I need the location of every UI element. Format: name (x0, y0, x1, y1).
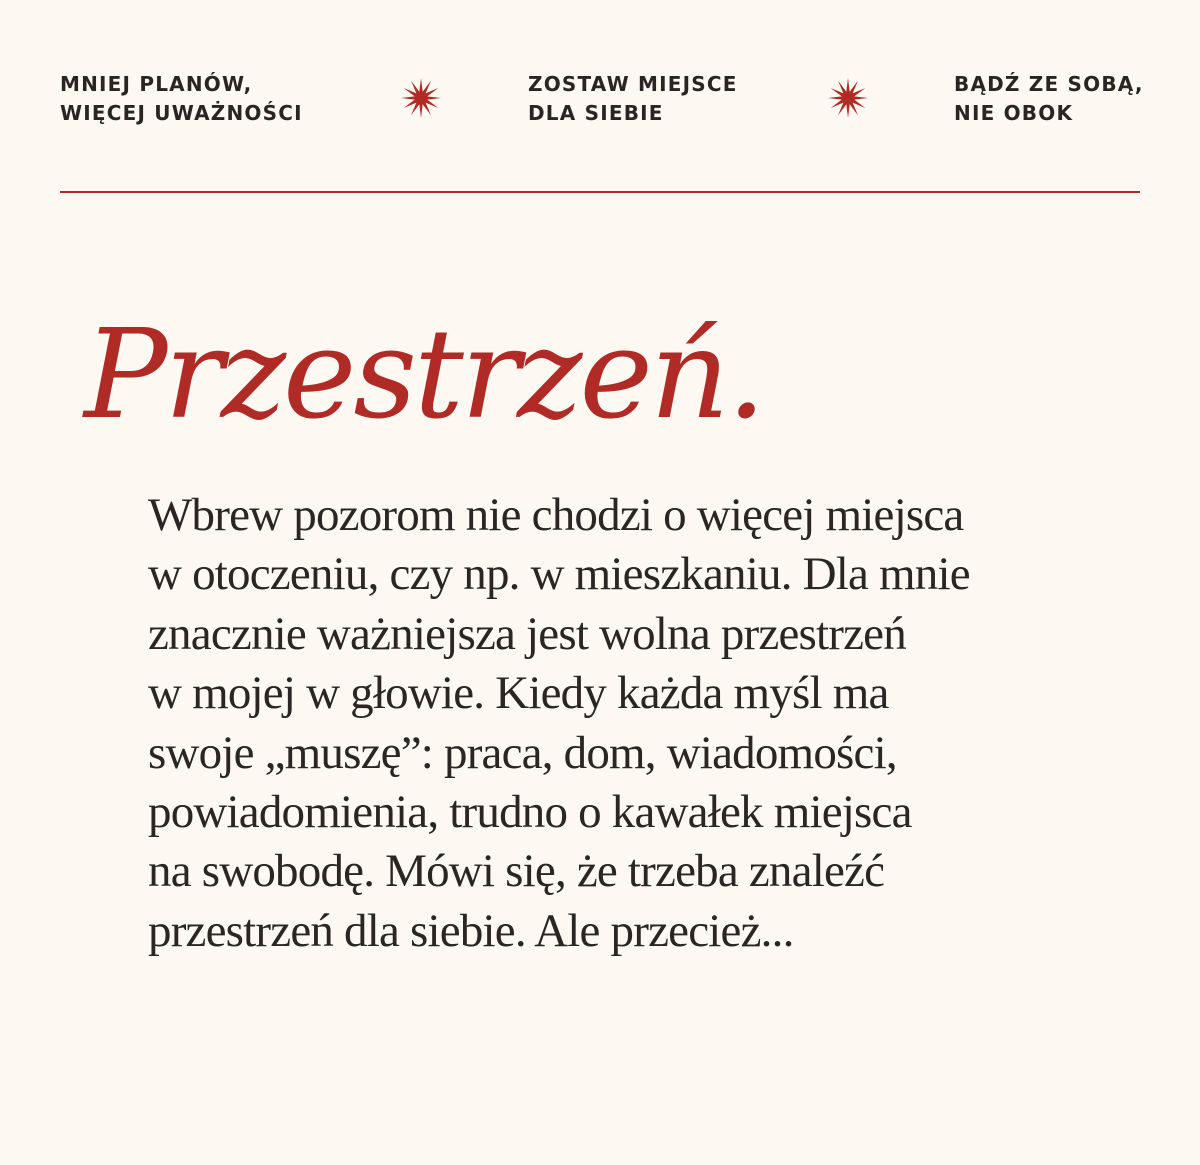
page-title: Przestrzeń. (84, 303, 764, 447)
slogan-line: MNIEJ PLANÓW, (60, 72, 253, 96)
header (60, 70, 1144, 130)
body-line: w otoczeniu, czy np. w mieszkaniu. Dla mnie (148, 548, 970, 601)
star-burst-icon (400, 77, 442, 119)
slogan-line: NIE OBOK (954, 101, 1074, 125)
star-burst-icon (827, 77, 869, 119)
article-body (148, 486, 1148, 961)
body-line: Wbrew pozorom nie chodzi o więcej miejsca (148, 489, 964, 541)
slogan-3 (954, 70, 1144, 128)
slogan-1 (60, 70, 303, 128)
slogan-line: ZOSTAW MIEJSCE (528, 72, 738, 96)
body-line: powiadomienia, trudno o kawałek miejsca (148, 786, 912, 839)
body-line: przestrzeń dla siebie. Ale przecież... (148, 904, 794, 957)
body-line: na swobodę. Mówi się, że trzeba znaleźć (148, 845, 885, 898)
slogan-line: WIĘCEJ UWAŻNOŚCI (60, 101, 303, 125)
divider-rule (60, 191, 1140, 193)
slogan-2 (528, 70, 738, 128)
body-line: znacznie ważniejsza jest wolna przestrzeń (148, 607, 906, 660)
slogan-line: DLA SIEBIE (528, 101, 664, 125)
body-line: swoje „muszę”: praca, dom, wiadomości, (148, 726, 897, 779)
slogan-line: BĄDŹ ZE SOBĄ, (954, 72, 1144, 96)
body-line: w mojej w głowie. Kiedy każda myśl ma (148, 667, 889, 720)
